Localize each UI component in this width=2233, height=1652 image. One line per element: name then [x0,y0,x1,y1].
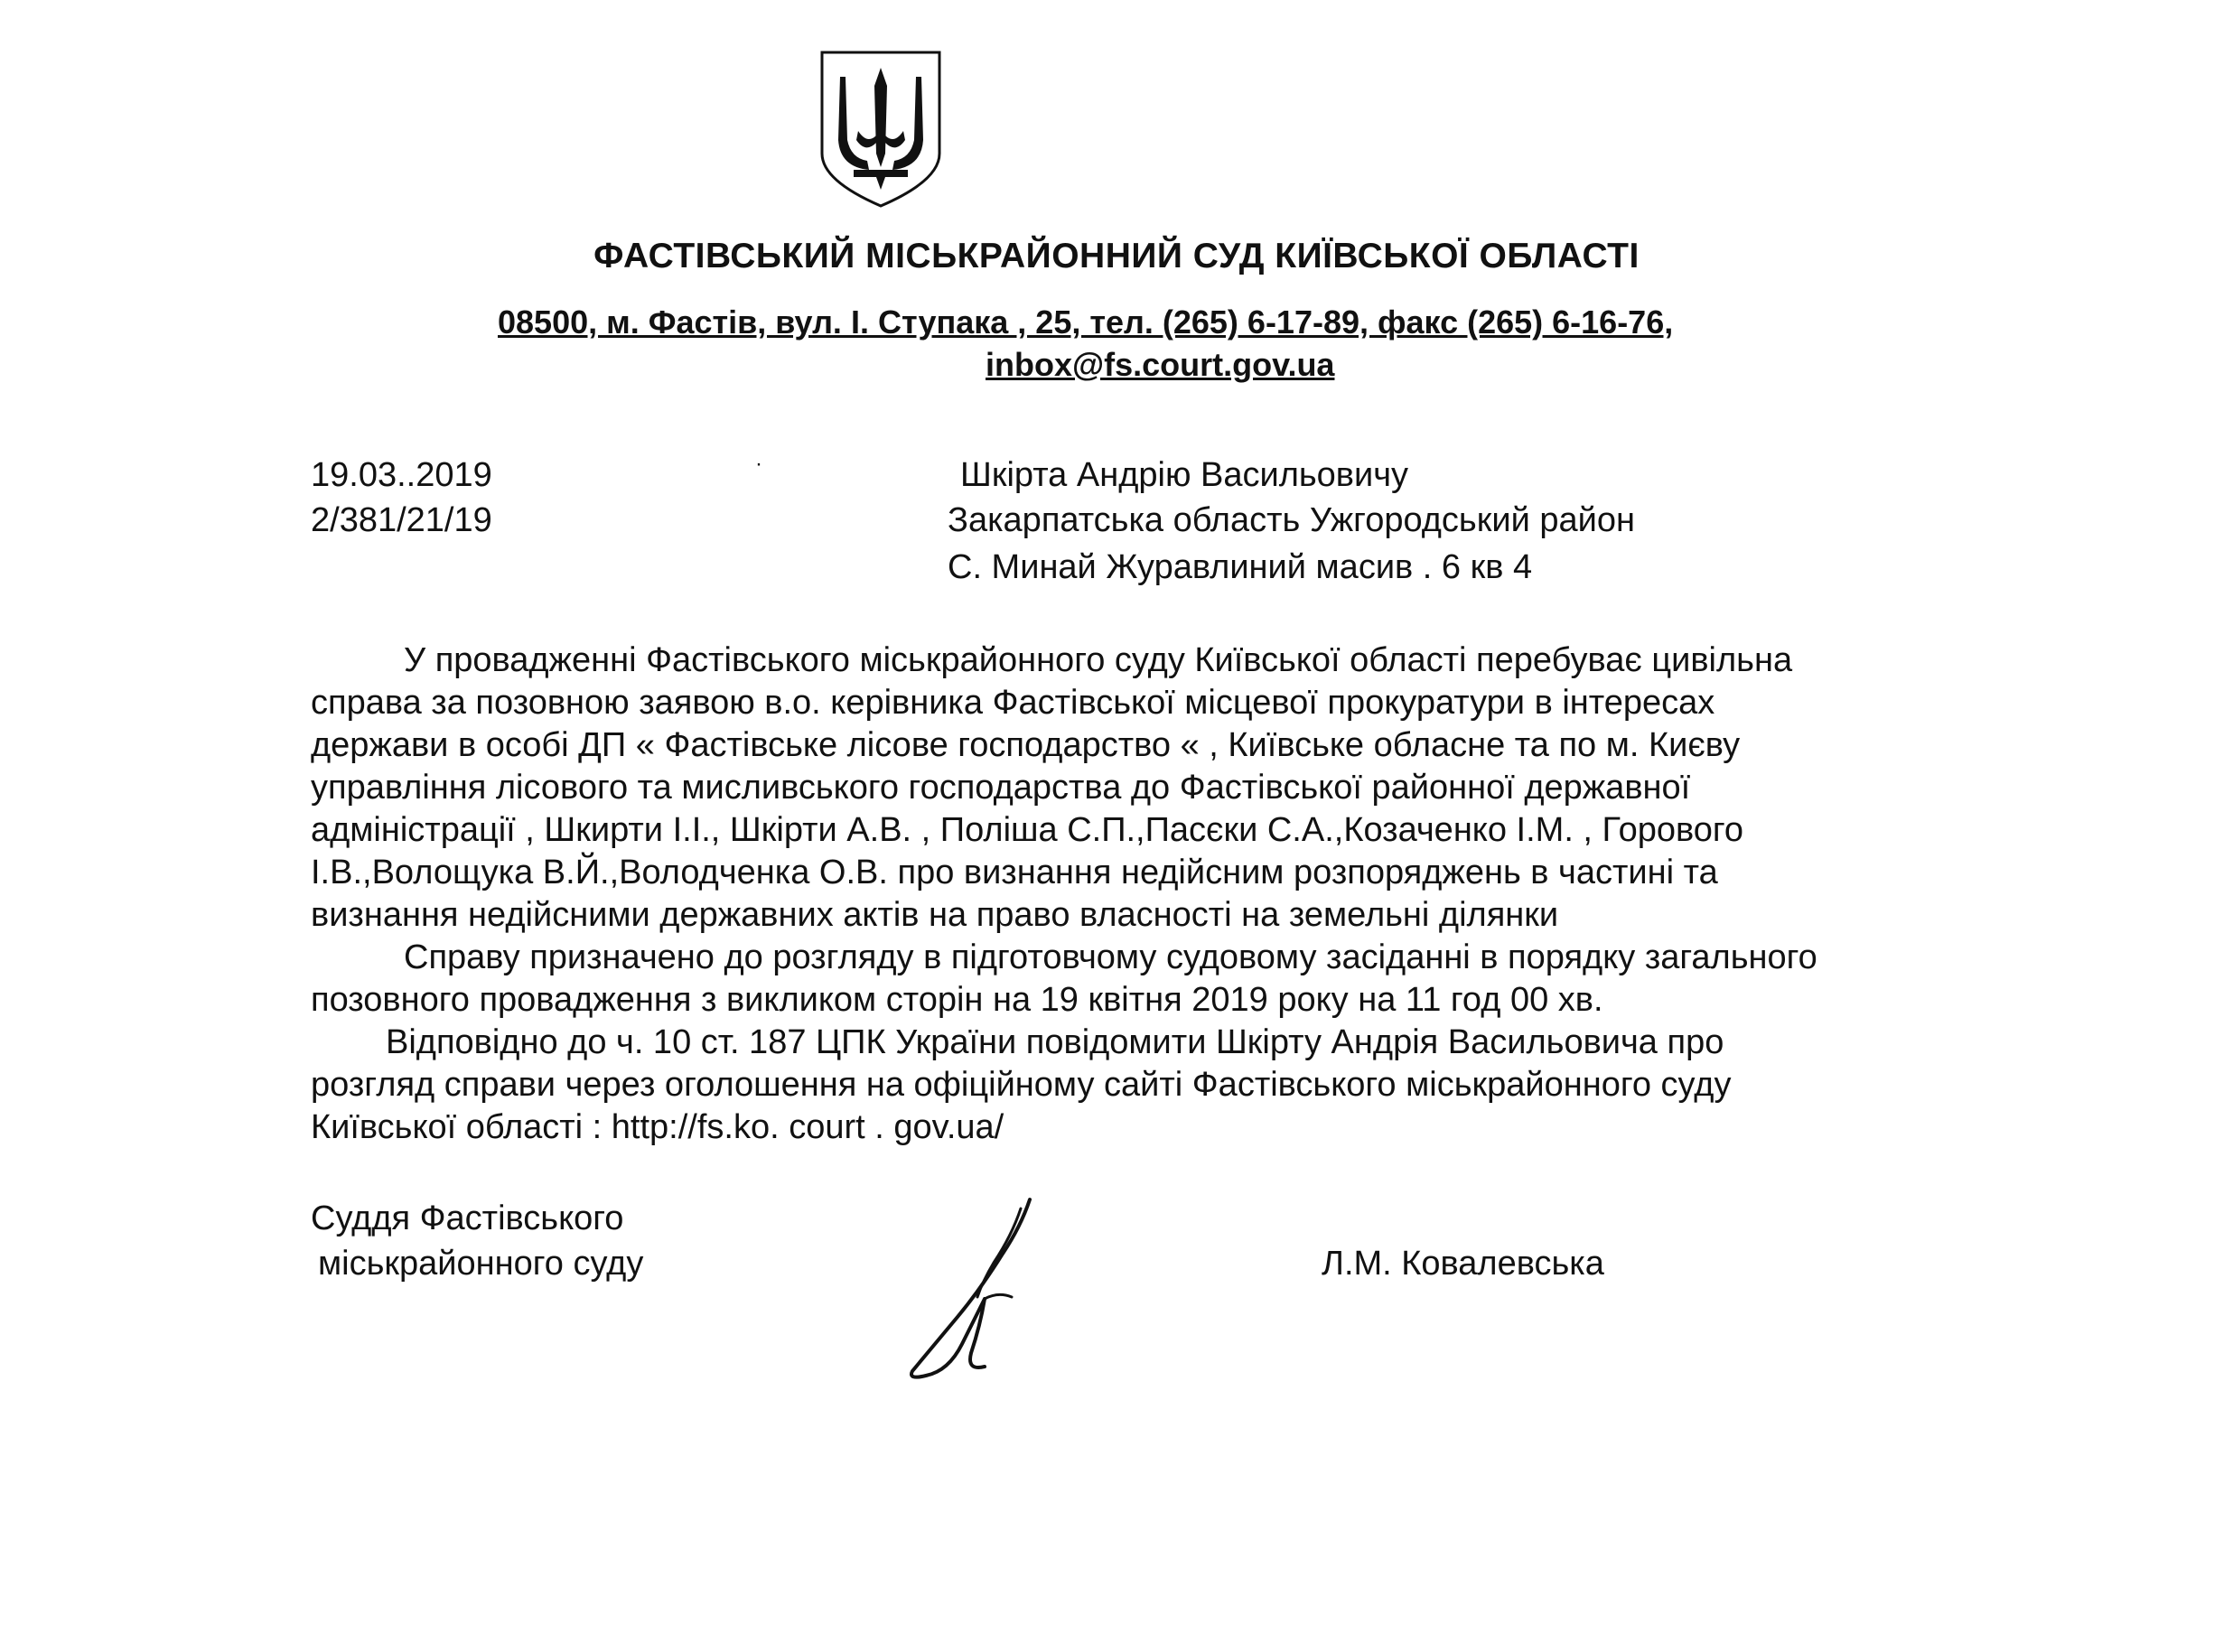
judge-title-line: Суддя Фастівського [311,1199,624,1237]
court-name-heading: ФАСТІВСЬКИЙ МІСЬКРАЙОННИЙ СУД КИЇВСЬКОЇ ОБЛАСТІ [593,237,1640,275]
body-text-line: Відповідно до ч. 10 ст. 187 ЦПК України повідомити Шкірту Андрія Васильовича про [386,1023,1724,1061]
body-text-line: позовного провадження з викликом сторін на 19 квітня 2019 року на 11 год 00 хв. [311,981,1603,1019]
body-text-line: Справу призначено до розгляду в підготовчому судовому засіданні в порядку загального [404,938,1817,976]
judge-title-line: міськрайонного суду [318,1245,644,1283]
coat-of-arms-emblem [813,45,948,212]
body-text-line-website: Київської області : http://fs.ko. court . gov.ua/ [311,1108,1004,1146]
recipient-name: Шкірта Андрію Васильовичу [960,456,1409,494]
body-text-line: управління лісового та мисливського господарства до Фастівської районної державної [311,769,1691,807]
body-text-line: держави в особі ДП « Фастівське лісове господарство « , Київське обласне та по м. Києву [311,726,1741,764]
document-date: 19.03..2019 [311,456,492,494]
judge-name: Л.М. Ковалевська [1322,1245,1604,1283]
handwritten-signature [894,1190,1048,1389]
court-contact-email[interactable]: inbox@fs.court.gov.ua [986,346,1335,383]
body-text-line: справа за позовною заявою в.о. керівника Фастівської місцевої прокуратури в інтересах [311,684,1715,722]
recipient-address-line: С. Минай Журавлиний масив . 6 кв 4 [948,548,1533,586]
court-contact-address: 08500, м. Фастів, вул. І. Ступака , 25, тел. (265) 6-17-89, факс (265) 6-16-76, [498,303,1674,341]
document-number: 2/381/21/19 [311,501,492,539]
body-text-line: розгляд справи через оголошення на офіційному сайті Фастівського міськрайонного суду [311,1066,1732,1104]
body-text-line: визнання недійсними державних актів на право власності на земельні ділянки [311,896,1559,934]
recipient-address-line: Закарпатська область Ужгородський район [948,501,1635,539]
body-text-line: У провадженні Фастівського міськрайонного суду Київської області перебуває цивільна [404,641,1793,679]
stray-dot-mark: · [755,452,762,476]
body-text-line: І.В.,Волощука В.Й.,Володченка О.В. про визнання недійсним розпоряджень в частині та [311,854,1718,891]
body-text-line: адміністрації , Шкирти І.І., Шкірти А.В. , Поліша С.П.,Пасєки С.А.,Козаченко І.М. , Горового [311,811,1744,849]
